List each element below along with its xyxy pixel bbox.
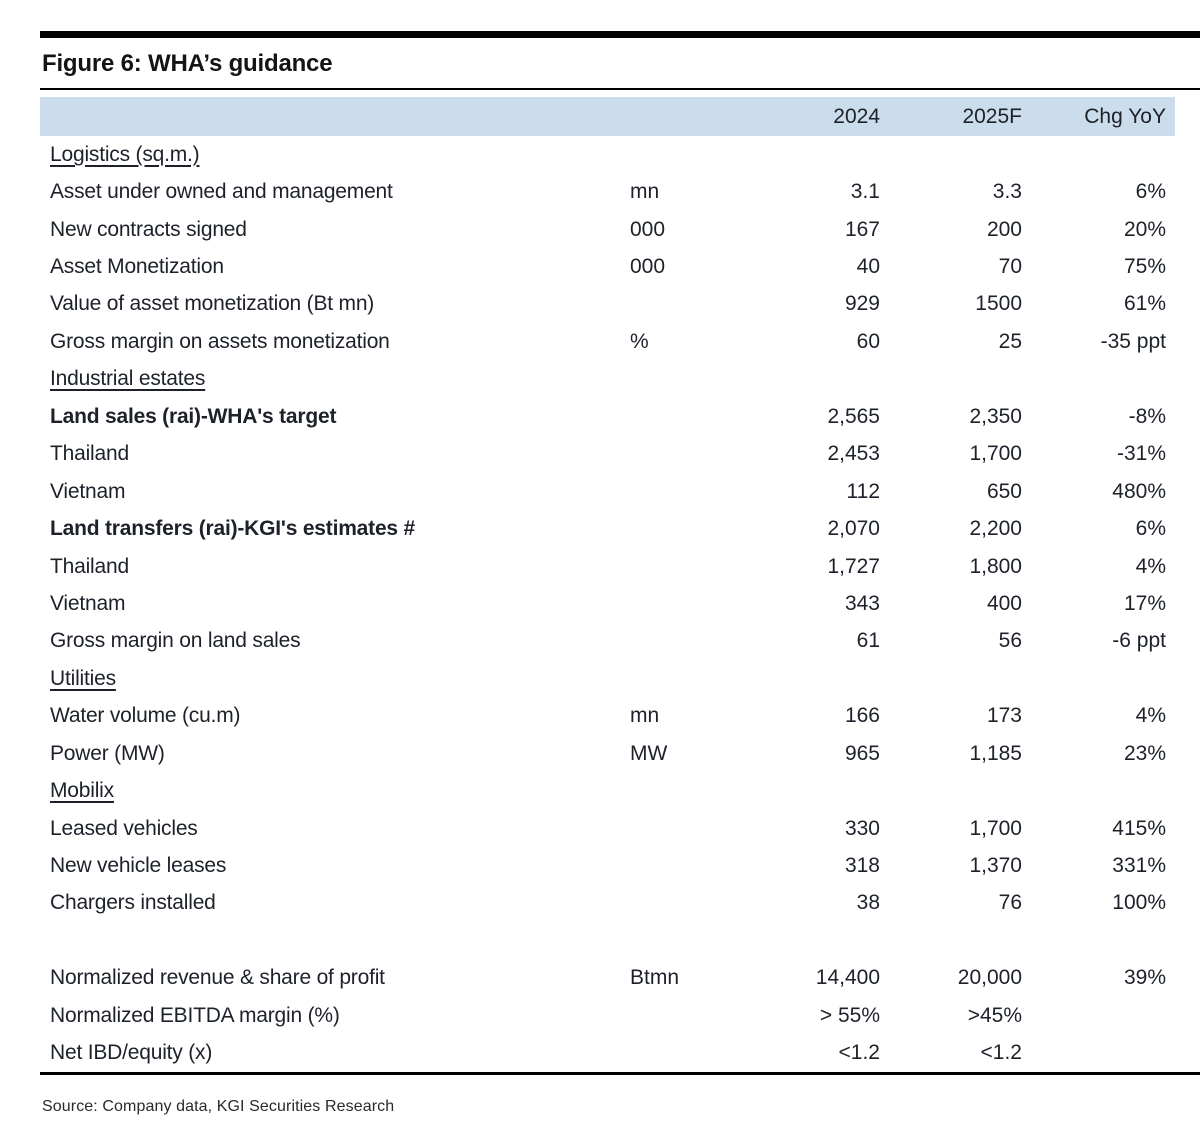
row-chg-yoy: -31% [1116, 442, 1166, 466]
title-rule [40, 88, 1200, 90]
row-chg-yoy: -8% [1128, 404, 1166, 428]
table-header-row [40, 97, 1175, 136]
header-2024: 2024 [833, 104, 880, 128]
header-2025f: 2025F [962, 104, 1022, 128]
row-label: Net IBD/equity (x) [50, 1041, 213, 1065]
row-value-2025f: <1.2 [980, 1041, 1022, 1065]
table-row [40, 885, 1166, 922]
table-row [40, 847, 1166, 884]
table-row [40, 136, 1166, 173]
row-label: Land sales (rai)-WHA's target [50, 404, 337, 428]
row-value-2024: 167 [844, 217, 880, 241]
table-row [40, 960, 1166, 997]
row-chg-yoy: 4% [1135, 704, 1166, 728]
row-value-2024: 1,727 [827, 554, 880, 578]
row-label: Asset under owned and management [50, 180, 393, 204]
table-row [40, 735, 1166, 772]
row-value-2024: > 55% [819, 1003, 880, 1027]
row-label: Leased vehicles [50, 816, 198, 840]
row-value-2024: 3.1 [850, 180, 880, 204]
row-value-2025f: 76 [998, 891, 1022, 915]
table-row [40, 623, 1166, 660]
row-value-2025f: 1,700 [969, 442, 1022, 466]
row-chg-yoy: 6% [1135, 180, 1166, 204]
row-label: Value of asset monetization (Bt mn) [50, 292, 375, 316]
figure-title: Figure 6: WHA’s guidance [42, 50, 333, 77]
row-unit: % [630, 329, 649, 353]
row-chg-yoy: 20% [1123, 217, 1166, 241]
row-unit: 000 [630, 217, 666, 241]
row-value-2025f: 1,185 [969, 741, 1022, 765]
row-value-2024: 61 [856, 629, 880, 653]
table-row [40, 211, 1166, 248]
row-chg-yoy: -35 ppt [1100, 329, 1166, 353]
row-chg-yoy: 100% [1112, 891, 1166, 915]
table-row [40, 585, 1166, 622]
row-value-2025f: 200 [986, 217, 1022, 241]
row-value-2024: 38 [856, 891, 880, 915]
row-value-2024: 318 [844, 854, 880, 878]
row-chg-yoy: 61% [1123, 292, 1166, 316]
row-chg-yoy: 6% [1135, 517, 1166, 541]
row-label: New vehicle leases [50, 854, 227, 878]
row-value-2024: 14,400 [815, 966, 880, 990]
row-value-2024: 965 [844, 741, 880, 765]
row-chg-yoy: 415% [1112, 816, 1166, 840]
table-row [40, 810, 1166, 847]
table-row [40, 473, 1166, 510]
row-label: Thailand [50, 442, 129, 466]
row-value-2025f: 1500 [975, 292, 1022, 316]
row-value-2024: 112 [846, 479, 880, 503]
row-label: Water volume (cu.m) [50, 704, 241, 728]
row-unit: MW [630, 741, 668, 765]
row-label: Thailand [50, 554, 129, 578]
row-value-2025f: 20,000 [957, 966, 1022, 990]
row-label: Asset Monetization [50, 255, 224, 279]
row-label: Mobilix [50, 779, 114, 803]
table-row [40, 997, 1166, 1034]
row-unit: 000 [630, 255, 666, 279]
row-unit: mn [630, 180, 660, 204]
table-row [40, 1035, 1166, 1072]
row-label: Normalized revenue & share of profit [50, 966, 385, 990]
row-value-2024: 2,453 [827, 442, 880, 466]
row-unit: Btmn [630, 966, 680, 990]
table-row [40, 660, 1166, 697]
row-value-2025f: 400 [986, 591, 1022, 615]
table-row [40, 548, 1166, 585]
row-value-2025f: 25 [998, 329, 1022, 353]
row-label: Chargers installed [50, 891, 216, 915]
row-chg-yoy: 39% [1123, 966, 1166, 990]
row-value-2025f: 1,370 [969, 854, 1022, 878]
row-label: New contracts signed [50, 217, 247, 241]
top-rule [40, 31, 1200, 38]
bottom-rule [40, 1072, 1200, 1075]
row-value-2024: 60 [856, 329, 880, 353]
row-value-2024: 343 [844, 591, 880, 615]
row-label: Land transfers (rai)-KGI's estimates # [50, 517, 416, 541]
row-unit: mn [630, 704, 660, 728]
row-value-2025f: 1,700 [969, 816, 1022, 840]
row-value-2025f: 56 [998, 629, 1022, 653]
row-label: Logistics (sq.m.) [50, 142, 200, 166]
row-chg-yoy: 480% [1112, 479, 1166, 503]
row-label: Power (MW) [50, 741, 165, 765]
row-value-2025f: 2,200 [969, 517, 1022, 541]
row-label: Normalized EBITDA margin (%) [50, 1003, 340, 1027]
row-label: Utilities [50, 666, 116, 690]
table-row [40, 398, 1166, 435]
table-row [40, 698, 1166, 735]
row-value-2024: 929 [844, 292, 880, 316]
header-chg-yoy: Chg YoY [1084, 104, 1166, 128]
row-label: Gross margin on land sales [50, 629, 301, 653]
row-value-2025f: 3.3 [992, 180, 1022, 204]
table-rows [40, 136, 1166, 1072]
row-chg-yoy: 4% [1135, 554, 1166, 578]
row-value-2025f: 173 [986, 704, 1022, 728]
table-row [40, 772, 1166, 809]
table-row [40, 323, 1166, 360]
row-value-2025f: 650 [986, 479, 1022, 503]
row-value-2024: 166 [844, 704, 880, 728]
row-chg-yoy: 331% [1112, 854, 1166, 878]
row-value-2025f: 2,350 [969, 404, 1022, 428]
row-value-2024: 40 [856, 255, 880, 279]
row-label: Gross margin on assets monetization [50, 329, 390, 353]
table-row [40, 436, 1166, 473]
row-value-2025f: >45% [967, 1003, 1022, 1027]
table-row [40, 173, 1166, 210]
row-value-2025f: 1,800 [969, 554, 1022, 578]
row-label: Industrial estates [50, 367, 206, 391]
row-label: Vietnam [50, 591, 126, 615]
row-chg-yoy: 23% [1123, 741, 1166, 765]
row-chg-yoy: 17% [1123, 591, 1166, 615]
row-chg-yoy: -6 ppt [1112, 629, 1166, 653]
table-row [40, 510, 1166, 547]
source-note: Source: Company data, KGI Securities Research [42, 1098, 395, 1115]
row-value-2024: 330 [844, 816, 880, 840]
row-chg-yoy: 75% [1123, 255, 1166, 279]
table-row [40, 361, 1166, 398]
row-value-2024: 2,565 [827, 404, 880, 428]
table-row [40, 248, 1166, 285]
row-value-2024: 2,070 [827, 517, 880, 541]
row-value-2024: <1.2 [838, 1041, 880, 1065]
table-row [40, 286, 1166, 323]
row-value-2025f: 70 [998, 255, 1022, 279]
row-label: Vietnam [50, 479, 126, 503]
